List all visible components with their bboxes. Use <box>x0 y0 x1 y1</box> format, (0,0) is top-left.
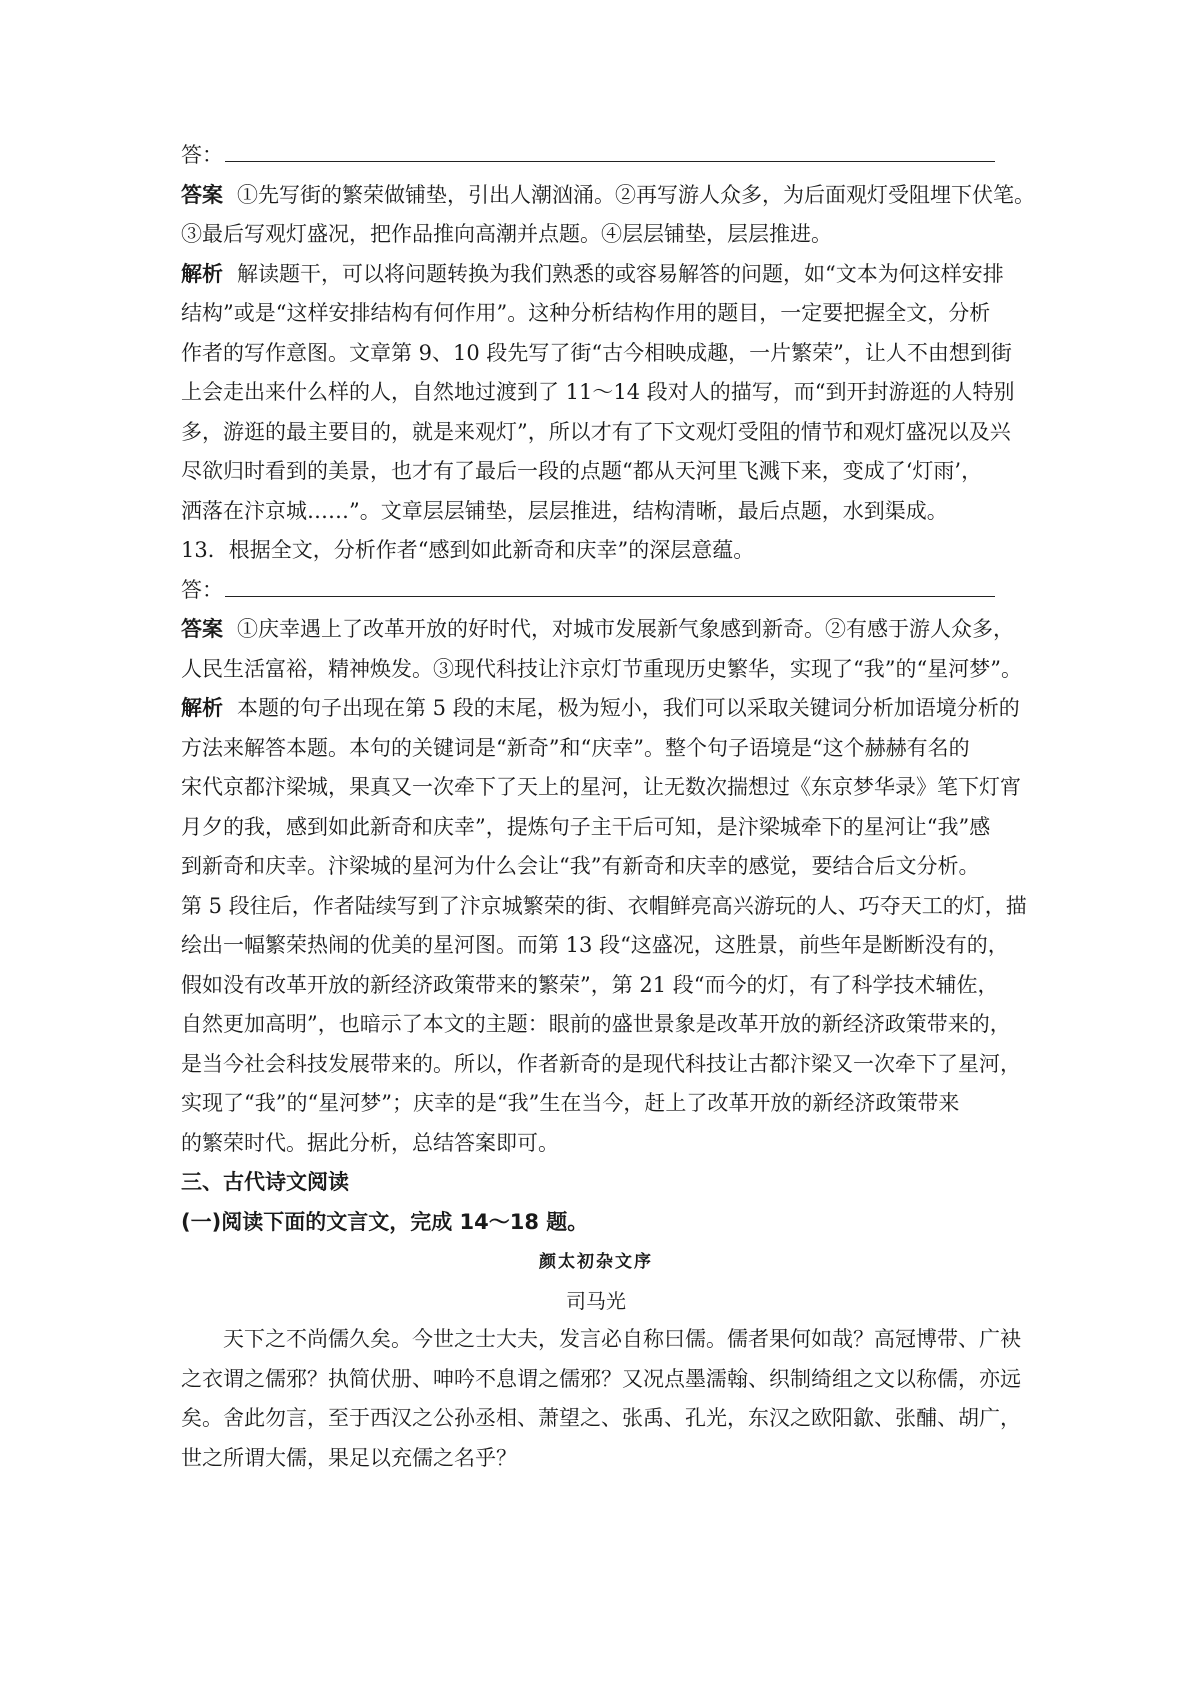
section-heading: 三、古代诗文阅读 <box>181 1170 349 1194</box>
answer-label: 答案 <box>181 182 223 207</box>
text-line: 的繁荣时代。据此分析，总结答案即可。 <box>181 1130 559 1155</box>
text-line: 假如没有改革开放的新经济政策带来的繁荣”，第 21 段“而今的灯，有了科学技术辅佐， <box>181 972 999 997</box>
passage-line: 天下之不尚儒久矣。今世之士大夫，发言必自称曰儒。儒者果何如哉？高冠博带、广袂 <box>223 1327 1021 1351</box>
text-line: 到新奇和庆幸。汴梁城的星河为什么会让“我”有新奇和庆幸的感觉，要结合后文分析。 <box>181 854 980 878</box>
answer-prefix: 答： <box>181 143 223 167</box>
answer-blank-line <box>181 571 1031 611</box>
analysis-label: 解析 <box>181 261 223 286</box>
text-line: 作者的写作意图。文章第 9、10 段先写了街“古今相映成趣，一片繁荣”，让人不由想到街 <box>181 340 1012 365</box>
subsection-heading: (一)阅读下面的文言文，完成 14～18 题。 <box>181 1209 589 1234</box>
text-line: 结构”或是“这样安排结构有何作用”。这种分析结构作用的题目，一定要把握全文，分析 <box>181 301 991 325</box>
text-line: 绘出一幅繁荣热闹的优美的星河图。而第 13 段“这盛况，这胜景，前些年是断断没有的， <box>181 933 1009 957</box>
passage-line: 世之所谓大儒，果足以充儒之名乎？ <box>181 1445 517 1470</box>
passage-title: 颜太初杂文序 <box>539 1252 653 1272</box>
analysis-label: 解析 <box>181 696 223 720</box>
passage-line: 矣。舍此勿言，至于西汉之公孙丞相、萧望之、张禹、孔光，东汉之欧阳歙、张酺、胡广， <box>181 1406 1021 1430</box>
text-line: 多，游逛的最主要目的，就是来观灯”，所以才有了下文观灯受阻的情节和观灯盛况以及兴 <box>181 419 1011 444</box>
analysis-text: 解读题干，可以将问题转换为我们熟悉的或容易解答的问题，如“文本为何这样安排 <box>237 261 1004 286</box>
text-line: 是当今社会科技发展带来的。所以，作者新奇的是现代科技让古都汴梁又一次牵下了星河， <box>181 1051 1021 1076</box>
text-line: 洒落在汴京城……”。文章层层铺垫，层层推进，结构清晰，最后点题，水到渠成。 <box>181 498 948 523</box>
text-line: ③最后写观灯盛况，把作品推向高潮并点题。④层层铺垫，层层推进。 <box>181 222 832 246</box>
answer-underline <box>225 574 995 597</box>
text-line: 人民生活富裕，精神焕发。③现代科技让汴京灯节重现历史繁华，实现了“我”的“星河梦”。 <box>181 656 1022 681</box>
analysis-text: 本题的句子出现在第 5 段的末尾，极为短小，我们可以采取关键词分析加语境分析的 <box>237 696 1020 720</box>
answer-underline <box>225 139 995 162</box>
text-line: 实现了“我”的“星河梦”；庆幸的是“我”生在当今，赶上了改革开放的新经济政策带来 <box>181 1091 960 1115</box>
question-13: 13．根据全文，分析作者“感到如此新奇和庆幸”的深层意蕴。 <box>181 538 755 562</box>
text-line: 第 5 段往后，作者陆续写到了汴京城繁荣的街、衣帽鲜亮高兴游玩的人、巧夺天工的灯，描 <box>181 893 1027 918</box>
text-line: 宋代京都汴梁城，果真又一次牵下了天上的星河，让无数次揣想过《东京梦华录》笔下灯宵 <box>181 775 1021 799</box>
passage-line: 之衣谓之儒邪？执简伏册、呻吟不息谓之儒邪？又况点墨濡翰、织制绮组之文以称儒，亦远 <box>181 1366 1021 1391</box>
analysis-line <box>181 689 1031 729</box>
document-page <box>181 136 1035 1478</box>
answer-blank-line <box>181 136 1031 176</box>
passage-author: 司马光 <box>566 1289 626 1313</box>
answer-line <box>181 610 1031 650</box>
answer-prefix: 答： <box>181 577 223 602</box>
analysis-line <box>181 255 1031 295</box>
text-line: 方法来解答本题。本句的关键词是“新奇”和“庆幸”。整个句子语境是“这个赫赫有名的 <box>181 735 970 760</box>
text-line: 尽欲归时看到的美景，也才有了最后一段的点题“都从天河里飞溅下来，变成了‘灯雨’， <box>181 459 983 483</box>
answer-text: ①庆幸遇上了改革开放的好时代，对城市发展新气象感到新奇。②有感于游人众多， <box>237 617 1014 641</box>
answer-line <box>181 176 1035 216</box>
text-line: 上会走出来什么样的人，自然地过渡到了 11～14 段对人的描写，而“到开封游逛的人特别 <box>181 380 1015 404</box>
text-line: 自然更加高明”，也暗示了本文的主题：眼前的盛世景象是改革开放的新经济政策带来的， <box>181 1012 1011 1036</box>
text-line: 月夕的我，感到如此新奇和庆幸”，提炼句子主干后可知，是汴梁城牵下的星河让“我”感 <box>181 814 991 839</box>
answer-text: ①先写街的繁荣做铺垫，引出人潮汹涌。②再写游人众多，为后面观灯受阻埋下伏笔。 <box>237 182 1035 207</box>
answer-label: 答案 <box>181 617 223 641</box>
